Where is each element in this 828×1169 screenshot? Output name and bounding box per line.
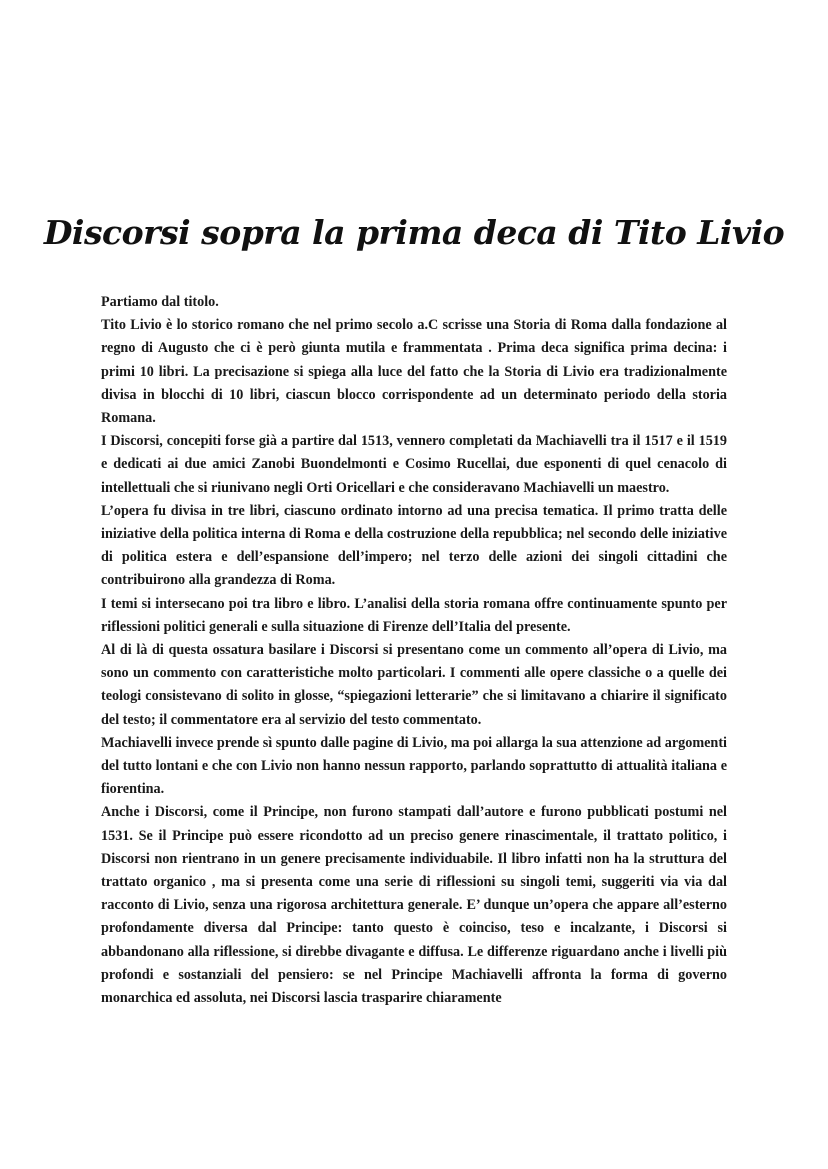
paragraph: Al di là di questa ossatura basilare i Discorsi si presentano come un commento all’opera di Livio, ma sono un commento con caratteristiche molto particolari. I commenti alle opere classiche o a quelle dei teologi consistevano di solito in glosse, “spiegazioni letterarie” che si limitavano a chiarire il significato del testo; il commentatore era al servizio del testo commentato.	[101, 642, 727, 728]
paragraph: Partiamo dal titolo.	[101, 294, 219, 310]
page-title: Discorsi sopra la prima deca di Tito Livio	[43, 213, 785, 252]
paragraph: I temi si intersecano poi tra libro e libro. L’analisi della storia romana offre continuamente spunto per riflessioni politici generali e sulla situazione di Firenze dell’Italia del presente.	[101, 595, 727, 635]
paragraph: L’opera fu divisa in tre libri, ciascuno ordinato intorno ad una precisa tematica. Il primo tratta delle iniziative della politica interna di Roma e della costruzione della repubblica; nel secondo delle iniziative di politica estera e dell’espansione dell’impero; nel terzo delle azioni dei singoli cittadini che contribuirono alla grandezza di Roma.	[101, 502, 727, 589]
paragraph: I Discorsi, concepiti forse già a partire dal 1513, vennero completati da Machiavelli tra il 1517 e il 1519 e dedicati ai due amici Zanobi Buondelmonti e Cosimo Rucellai, due esponenti di quel cenacolo di intellettuali che si riunivano negli Orti Oricellari e che consideravano Machiavelli un maestro.	[101, 433, 727, 496]
paragraph: Machiavelli invece prende sì spunto dalle pagine di Livio, ma poi allarga la sua attenzione ad argomenti del tutto lontani e che con Livio non hanno nessun rapporto, parlando soprattutto di attualità italiana e fiorentina.	[101, 734, 727, 798]
paragraph: Tito Livio è lo storico romano che nel primo secolo a.C scrisse una Storia di Roma dalla fondazione al regno di Augusto che ci è però giunta mutila e frammentata . Prima deca significa prima decina: i primi 10 libri. La precisazione si spiega alla luce del fatto che la Storia di Livio era tradizionalmente divisa in blocchi di 10 libri, ciascun blocco corrispondente ad un determinato periodo della storia Romana.	[101, 317, 727, 427]
paragraph: Anche i Discorsi, come il Principe, non furono stampati dall’autore e furono pubblicati postumi nel 1531. Se il Principe può essere ricondotto ad un preciso genere rinascimentale, il trattato politico, i Discorsi non rientrano in un genere precisamente individuabile. Il libro infatti non ha la struttura del trattato organico , ma si presenta come una serie di riflessioni su singoli temi, suggeriti via via dal racconto di Livio, senza una rigorosa architettura generale. E’ dunque un’opera che appare all’esterno profondamente diversa dal Principe: tanto questo è coinciso, teso e incalzante, i Discorsi si abbandonano alla riflessione, si direbbe divagante e diffusa. Le differenze riguardano anche i livelli più profondi e sostanziali del pensiero: se nel Principe Machiavelli affronta la forma di governo monarchica ed assoluta, nei Discorsi lascia trasparire chiaramente	[101, 804, 727, 1007]
document-body	[101, 291, 727, 1010]
